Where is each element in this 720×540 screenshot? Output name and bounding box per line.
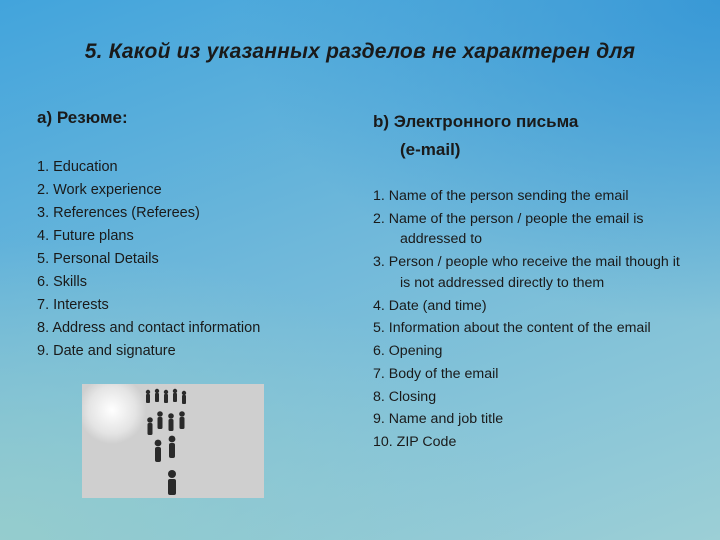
list-item: 4. Future plans: [37, 228, 134, 244]
list-item: 6. Skills: [37, 274, 87, 290]
list-item: 4. Date (and time): [373, 297, 487, 314]
business-people-icon: [82, 384, 264, 498]
list-item: 5. Information about the content of the email: [373, 320, 651, 337]
list-item: 3. Person / people who receive the mail though it is not addressed directly to them: [373, 254, 680, 291]
list-item: 3. References (Referees): [37, 205, 200, 221]
email-heading: [373, 108, 578, 164]
email-heading-line2: (e-mail): [400, 140, 461, 159]
list-item: 9. Date and signature: [37, 343, 176, 359]
list-item: 10. ZIP Code: [373, 434, 457, 451]
resume-sections-list: [37, 156, 260, 363]
list-item: 1. Name of the person sending the email: [373, 188, 629, 204]
slide-title: 5. Какой из указанных разделов не характерен для: [84, 40, 636, 63]
list-item: 1. Education: [37, 159, 118, 175]
email-sections-list: [373, 186, 693, 455]
email-heading-line1: b) Электронного письма: [373, 112, 579, 131]
list-item: 8. Closing: [373, 388, 437, 405]
list-item: 7. Body of the email: [373, 365, 499, 382]
list-item: 2. Name of the person / people the email is addressed to: [373, 210, 644, 248]
list-item: 9. Name and job title: [373, 411, 504, 428]
resume-heading: a) Резюме:: [37, 108, 128, 127]
list-item: 6. Opening: [373, 343, 443, 360]
list-item: 8. Address and contact information: [37, 320, 261, 336]
list-item: 5. Personal Details: [37, 251, 159, 267]
list-item: 7. Interests: [37, 297, 109, 313]
list-item: 2. Work experience: [37, 182, 162, 198]
business-people-photo: [82, 384, 264, 498]
